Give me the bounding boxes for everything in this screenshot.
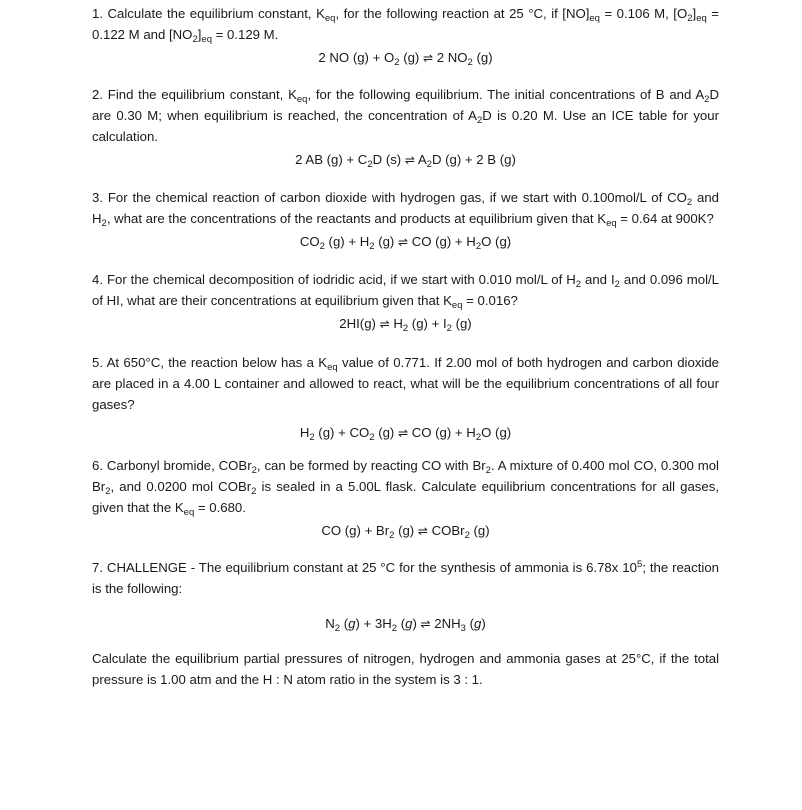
question-text — [92, 84, 719, 147]
question-body: Carbonyl bromide, COBr$_2$, can be formed by reacting CO with $Br_2$. A mixture of 0.400 mol CO, 0.300 mol $Br_2$, and 0.0200 mol COBr$_2$ is sealed in a 5.00L flask. Calculate equilibrium concentrations for all gases, given that the $K_{eq} = 0.680$. — [92, 458, 719, 518]
question-body: For the chemical decomposition of iodridic acid, if we start with 0.010 mol/L of $H_2$ and $I_2$ and 0.096 mol/L of HI, what are their concentrations at equilibrium given that $K_{eq} = 0.016$? — [92, 272, 720, 311]
question-text — [92, 269, 719, 311]
question-number: 3. — [92, 190, 103, 205]
chemical-equation: 2 NO $(g) + O_2$ (g) ⇌ 2 $NO_2$ (g) — [318, 50, 493, 68]
question-number: 7. — [92, 560, 103, 575]
question-body: CHALLENGE - The equilibrium constant at 25 °C for the synthesis of ammonia is 6.78x $10^5$; the reaction is the following: — [92, 559, 719, 596]
question-body: Calculate the equilibrium constant, $K_{eq}$, for the following reaction at 25 °C, if $[NO]_{eq} = 0.106$ M, $[O_2]_{eq} = 0.122$ M and $[NO_2]_{eq} = 0.129$ M. — [92, 6, 719, 45]
question-text — [92, 352, 719, 415]
question-number: 4. — [92, 272, 103, 287]
question-2 — [92, 84, 719, 171]
question-7 — [92, 557, 719, 690]
question-body: For the chemical reaction of carbon dioxide with hydrogen gas, if we start with 0.100mol/L of $CO_2$ and $H_2$, what are the concentrations of the reactants and products at equilibrium given that $K_{eq} = 0.64$ at 900K? — [92, 190, 719, 229]
question-1 — [92, 3, 719, 69]
chemical-equation: $H_2$ $(g) + CO_2$ (g) ⇌ CO $(g) + H_2O$ (g) — [299, 425, 512, 443]
question-3 — [92, 187, 719, 253]
chemical-equation: 2 AB $(g) + C_2D$ (s) ⇌ $A_2D$ (g) + 2 B (g) — [295, 152, 516, 170]
question-number: 5. — [92, 355, 103, 370]
question-text — [92, 455, 719, 518]
chemical-equation: CO $(g) + Br_2$ (g) ⇌ COBr$_2$ (g) — [321, 523, 490, 541]
question-5 — [92, 352, 719, 444]
question-text — [92, 3, 719, 45]
question-6 — [92, 455, 719, 542]
question-number: 6. — [92, 458, 103, 473]
question-text — [92, 557, 719, 599]
question-body: Find the equilibrium constant, $K_{eq}$, for the following equilibrium. The initial concentrations of B and $A_2D$ are 0.30 M; when equilibrium is reached, the concentration of $A_2D$ is 0.20 M. Use an ICE table for your calculation. — [92, 87, 719, 144]
question-text — [92, 187, 719, 229]
chemical-equation: $CO_2$ $(g) + H_2$ (g) ⇌ CO $(g) + H_2O$ (g) — [299, 234, 512, 252]
question-body: At 650°C, the reaction below has a $K_{eq}$ value of 0.771. If 2.00 mol of both hydrogen and carbon dioxide are placed in a 4.00 L container and allowed to react, what will be the equilibrium concentrations of all four gases? — [92, 355, 720, 412]
chemical-equation: $N_2$ $(g) + 3H_2$ (g) ⇌ $2NH_3$ (g) — [325, 616, 486, 634]
question-number: 2. — [92, 87, 103, 102]
question-number: 1. — [92, 6, 103, 21]
question-followup: Calculate the equilibrium partial pressures of nitrogen, hydrogen and ammonia gases at 25°C, if the total pressure is 1.00 atm and the H : N atom ratio in the system is 3 : 1. — [92, 651, 719, 687]
chemical-equation: 2HI(g) ⇌ $H_2$ $(g) + I_2$ (g) — [339, 316, 472, 334]
question-4 — [92, 269, 719, 335]
